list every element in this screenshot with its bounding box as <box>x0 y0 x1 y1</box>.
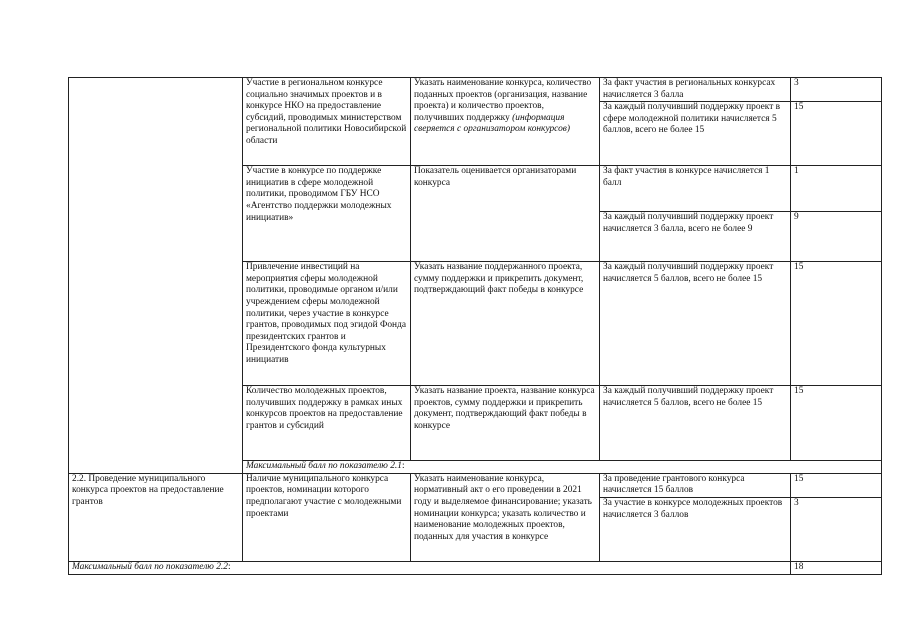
points-value: 1 <box>794 166 799 177</box>
points-cell <box>791 386 882 461</box>
points-cell <box>791 78 882 102</box>
points-value: 15 <box>794 262 804 273</box>
criterion-cell <box>243 473 411 561</box>
source-cell <box>411 78 600 166</box>
points-value: 15 <box>794 473 804 484</box>
criterion-text: Количество молодежных проектов, получивших поддержку в рамках иных конкурсов проектов на предоставление грантов и субсидий <box>246 386 403 431</box>
rule-text: За факт участия в региональных конкурсах начисляется 3 балла <box>603 78 776 100</box>
rule-cell <box>600 497 791 561</box>
source-text: Указать наименование конкурса, нормативный акт о его проведении в 2021 году и выделяемое финансирование; указать номинации конкурса; указать количество и наименование молодежных проектов, поданных для участия в конкурсе <box>414 473 592 542</box>
criterion-cell <box>243 78 411 166</box>
source-text: Указать наименование конкурса, количество поданных проектов (организация, название проекта) и количество проектов, получивших поддержку <box>414 78 592 123</box>
rule-text: За каждый получивший поддержку проект в сфере молодежной политики начисляется 5 баллов, всего не более 15 <box>603 102 781 136</box>
source-cell <box>411 386 600 461</box>
indicator-cell <box>69 473 243 561</box>
indicator-cell-empty <box>69 78 243 474</box>
points-value: 9 <box>794 212 799 223</box>
source-text: Указать название поддержанного проекта, сумму поддержки и прикрепить документ, подтверждающий факт победы в конкурсе <box>414 262 584 296</box>
rule-text: За участие в конкурсе молодежных проектов начисляется 3 баллов <box>603 497 783 520</box>
max-score-value-cell <box>791 561 882 574</box>
points-cell <box>791 102 882 166</box>
criterion-text: Участие в региональном конкурсе социально значимых проектов и в конкурсе НКО на предоставление субсидий, проводимых министерством региональной политики Новосибирской области <box>246 78 407 146</box>
source-text: Указать название проекта, название конкурса проектов, сумму поддержки и прикрепить документ, подтверждающий факт победы в конкурсе <box>414 386 595 431</box>
max-score-colon: : <box>227 561 231 572</box>
rule-text: За каждый получивший поддержку проект начисляется 5 баллов, всего не более 15 <box>603 386 774 408</box>
points-value: 3 <box>794 78 799 88</box>
criterion-text: Привлечение инвестиций на мероприятия сферы молодежной политики, проводимые органом и/или учреждением сферы молодежной политики, через участие в конкурсе грантов, проводимых под эгидой Фонда президентских грантов и Президентского фонда культурных инициатив <box>246 262 407 365</box>
max-score-colon: : <box>401 461 405 472</box>
source-note: (информация сверяется с организатором конкурсов) <box>414 112 570 135</box>
source-cell <box>411 473 600 561</box>
max-score-label-cell <box>69 561 791 574</box>
rule-cell <box>600 166 791 212</box>
rule-cell <box>600 386 791 461</box>
points-value: 15 <box>794 102 804 113</box>
points-value: 15 <box>794 386 804 397</box>
criterion-text: Наличие муниципального конкурса проектов, номинации которого предполагают участие с молодежными проектами <box>246 473 402 519</box>
source-cell <box>411 166 600 262</box>
criterion-text: Участие в конкурсе по поддержке инициатив в сфере молодежной политики, проводимом ГБУ НСО «Агентство поддержки молодежных инициатив» <box>246 166 392 223</box>
criteria-table <box>68 77 882 575</box>
points-cell <box>791 473 882 497</box>
points-value: 3 <box>794 497 799 508</box>
max-score-value: 18 <box>794 561 804 572</box>
points-cell <box>791 262 882 386</box>
rule-cell <box>600 78 791 102</box>
source-cell <box>411 262 600 386</box>
criterion-cell <box>243 166 411 262</box>
max-score-label: Максимальный балл по показателю 2.1 <box>246 461 402 472</box>
rule-text: За факт участия в конкурсе начисляется 1 балл <box>603 166 770 188</box>
rule-cell <box>600 262 791 386</box>
criterion-cell <box>243 262 411 386</box>
max-score-label-cell <box>243 461 882 474</box>
indicator-text: 2.2. Проведение муниципального конкурса проектов на предоставление грантов <box>72 473 224 507</box>
rule-text: За каждый получивший поддержку проект начисляется 5 баллов, всего не более 15 <box>603 262 774 284</box>
max-score-label: Максимальный балл по показателю 2.2 <box>72 561 228 572</box>
source-text: Показатель оценивается организаторами конкурса <box>414 166 577 188</box>
rule-cell <box>600 473 791 497</box>
rule-cell <box>600 102 791 166</box>
rule-text: За каждый получивший поддержку проект начисляется 3 балла, всего не более 9 <box>603 212 774 234</box>
points-cell <box>791 166 882 212</box>
rule-cell <box>600 212 791 262</box>
points-cell <box>791 497 882 561</box>
criterion-cell <box>243 386 411 461</box>
points-cell <box>791 212 882 262</box>
rule-text: За проведение грантового конкурса начисляется 15 баллов <box>603 473 745 496</box>
